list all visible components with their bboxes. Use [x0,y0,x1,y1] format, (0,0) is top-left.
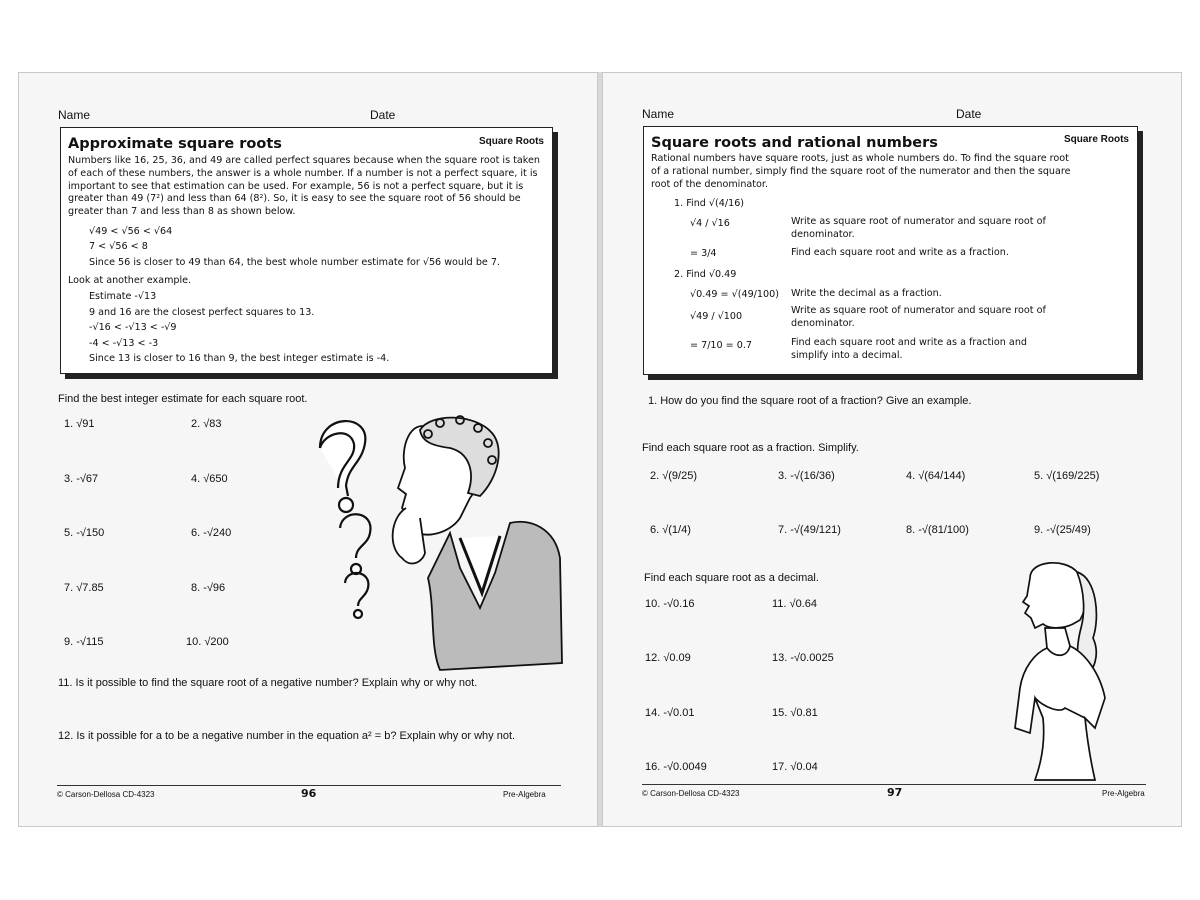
example-box [643,126,1138,375]
problem: 5. -√150 [64,527,105,539]
step-explanation: Find each square root and write as a fraction and simplify into a decimal. [791,337,1027,361]
example-line: Look at another example. [68,275,192,286]
instruction-text: Find the best integer estimate for each square root. [58,393,308,405]
problem: 17. √0.04 [772,761,818,773]
step-math: √4 / √16 [690,218,730,229]
box-paragraph: Rational numbers have square roots, just as whole numbers do. To find the square root of a rational number, simply find the square root of the numerator and then the square root of the denominator. [651,153,1071,190]
step-explanation: Find each square root and write as a fraction. [791,247,1009,258]
example-box [60,127,553,374]
problem: 9. -√(25/49) [1034,524,1091,536]
step-explanation: Write as square root of numerator and square root of denominator. [791,216,1046,240]
question-12: 12. Is it possible for a to be a negative number in the equation a² = b? Explain why or why not. [58,730,516,742]
topic-tag: Square Roots [478,136,544,147]
example-line: Since 13 is closer to 16 than 9, the best integer estimate is -4. [89,353,390,364]
example-line: -√16 < -√13 < -√9 [89,322,177,333]
name-label: Name [58,108,91,122]
problem: 10. √200 [186,636,229,648]
problem: 11. √0.64 [772,598,817,610]
box-title: Square roots and rational numbers [651,135,938,151]
problem: 8. -√(81/100) [906,524,969,536]
topic-tag: Square Roots [1063,134,1129,145]
problem: 7. -√(49/121) [778,524,841,536]
step-math: 2. Find √0.49 [674,269,737,280]
step-math: = 3/4 [690,248,717,259]
problem: 2. √83 [191,418,222,430]
footer-rule [57,785,561,786]
problem: 13. -√0.0025 [772,652,834,664]
example-line: 7 < √56 < 8 [89,241,148,252]
question-marks [320,421,371,618]
problem: 10. -√0.16 [645,598,695,610]
step-math: 1. Find √(4/16) [674,198,745,209]
instruction-fraction: Find each square root as a fraction. Simplify. [642,442,859,454]
step-explanation: Write the decimal as a fraction. [791,288,942,299]
page-number: 96 [301,787,317,800]
problem: 2. √(9/25) [650,470,698,482]
problem: 3. -√(16/36) [778,470,835,482]
copyright-text: © Carson-Dellosa CD-4323 [57,790,155,799]
step-math: √49 / √100 [690,311,743,322]
example-line: Estimate -√13 [89,291,157,302]
date-label: Date [956,107,982,121]
problem: 9. -√115 [64,636,104,648]
problem: 6. -√240 [191,527,232,539]
step-explanation: Write as square root of numerator and square root of denominator. [791,305,1046,329]
book-title: Pre-Algebra [1102,789,1145,798]
footer-rule [642,784,1146,785]
problem: 5. √(169/225) [1034,470,1100,482]
problem: 6. √(1/4) [650,524,691,536]
example-line: Since 56 is closer to 49 than 64, the best whole number estimate for √56 would be 7. [89,257,501,268]
boy-figure [393,416,562,670]
problem: 4. √(64/144) [906,470,966,482]
question-1: 1. How do you find the square root of a fraction? Give an example. [648,395,972,407]
instruction-decimal: Find each square root as a decimal. [644,572,819,584]
problem: 4. √650 [191,473,228,485]
problem: 3. -√67 [64,473,99,485]
problem: 7. √7.85 [64,582,104,594]
problem: 8. -√96 [191,582,226,594]
box-title: Approximate square roots [68,136,282,152]
problem: 1. √91 [64,418,95,430]
step-math: √0.49 = √(49/100) [690,289,779,300]
example-line: √49 < √56 < √64 [89,226,173,237]
example-line: -4 < -√13 < -3 [89,338,159,349]
book-title: Pre-Algebra [503,790,546,799]
date-label: Date [370,108,396,122]
question-11: 11. Is it possible to find the square root of a negative number? Explain why or why not. [58,677,478,689]
problem: 14. -√0.01 [645,707,695,719]
copyright-text: © Carson-Dellosa CD-4323 [642,789,740,798]
problem: 15. √0.81 [772,707,818,719]
example-line: 9 and 16 are the closest perfect squares to 13. [89,307,315,318]
box-paragraph: Numbers like 16, 25, 36, and 49 are called perfect squares because when the square root is taken of each of these numbers, the answer is a whole number. If a number is not a perfect square, it is important to see that estimation can be used. For example, 56 is not a perfect square, but it is greater than 49 (7²) and less than 64 (8²). So, it is easy to see the square root of 56 should be greater than 7 and less than 8 as shown below. [68,155,540,218]
step-math: = 7/10 = 0.7 [690,340,753,351]
girl-illustration [1005,558,1115,783]
thinking-boy-illustration [310,408,565,680]
problem: 16. -√0.0049 [645,761,707,773]
page-number: 97 [887,786,903,799]
name-label: Name [642,107,675,121]
problem: 12. √0.09 [645,652,691,664]
